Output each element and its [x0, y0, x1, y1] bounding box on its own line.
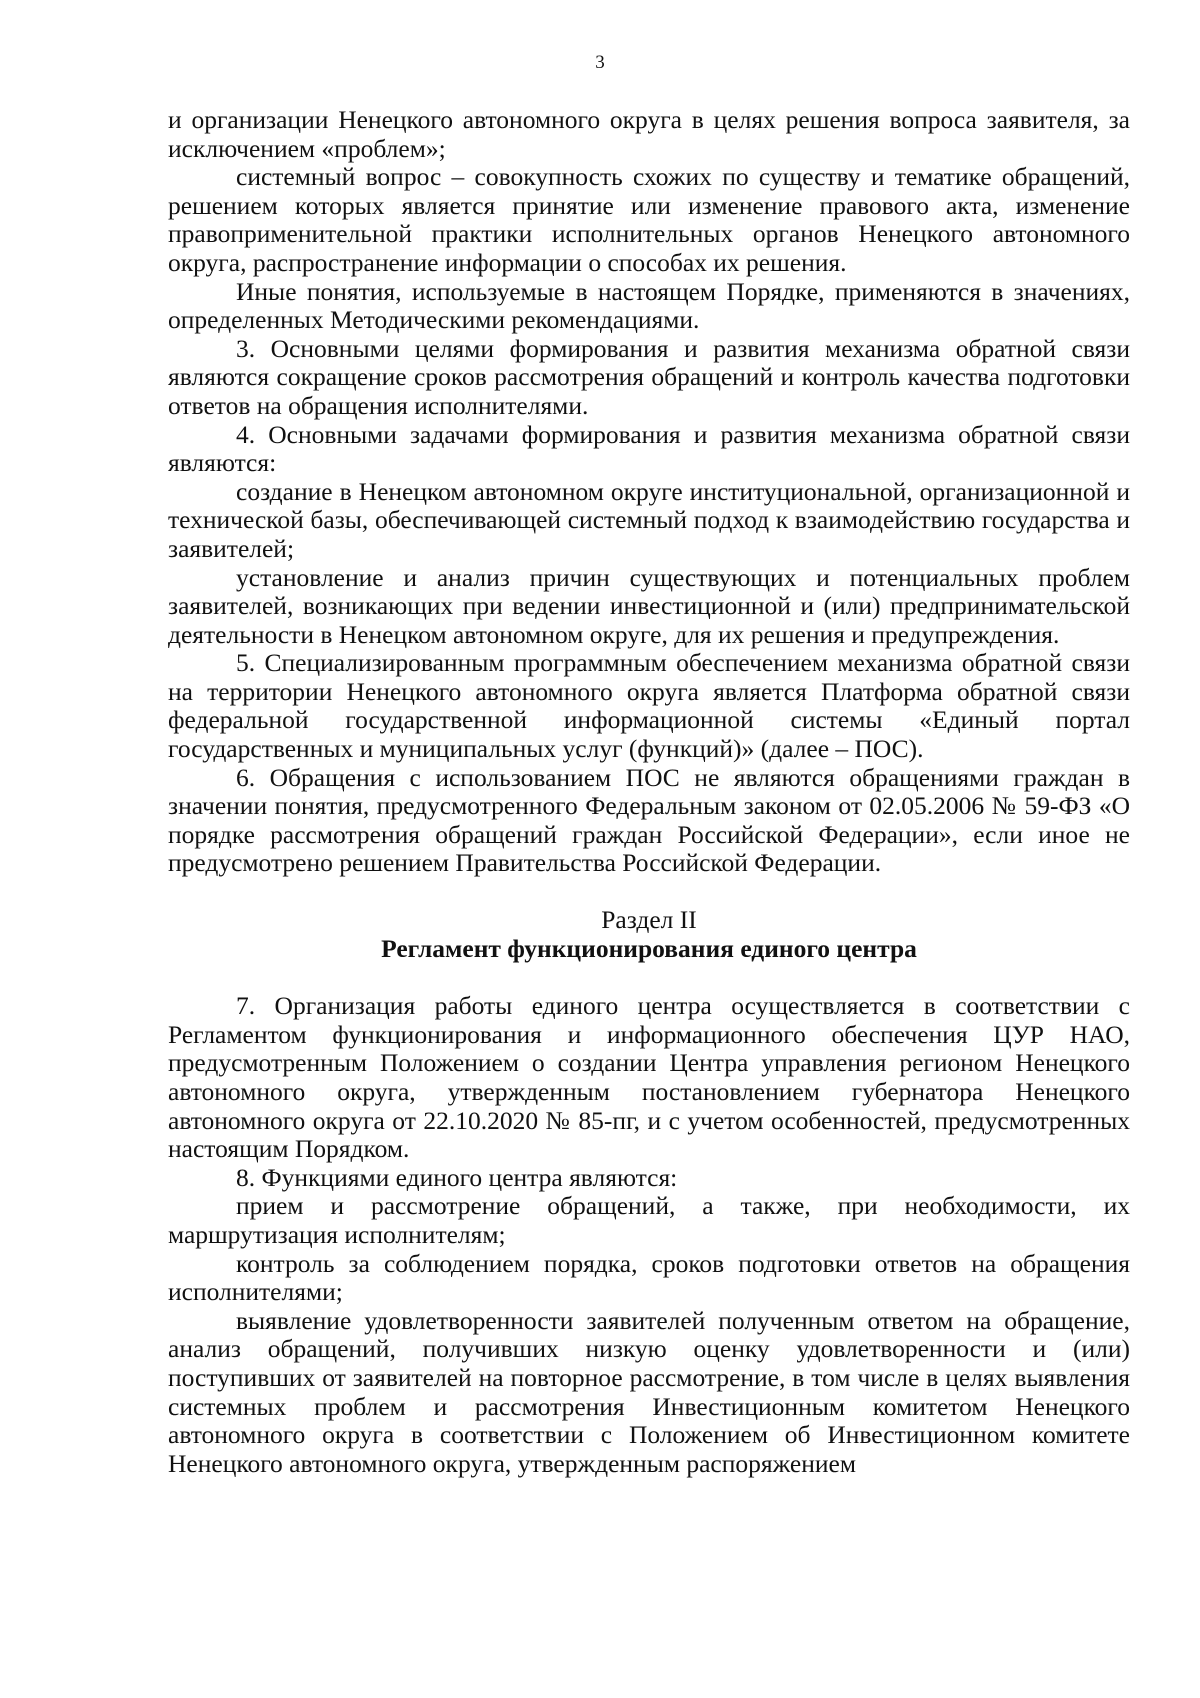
- section-title: Регламент функционирования единого центра: [381, 933, 917, 963]
- paragraph-item-3: 3. Основными целями формирования и развития механизма обратной связи являются сокращение сроков рассмотрения обращений и контроль качества подготовки ответов на обращения исполнителями.: [168, 333, 1130, 420]
- section-label: Раздел II: [601, 905, 697, 935]
- paragraph-task-2: установление и анализ причин существующих и потенциальных проблем заявителей, возникающих при ведении инвестиционной и (или) предпринимательской деятельности в Ненецком автономном округе, для их решения и предупреждения.: [168, 562, 1130, 649]
- page-number: 3: [595, 52, 605, 73]
- document-body: [168, 106, 1130, 1478]
- paragraph-item-4: 4. Основными задачами формирования и развития механизма обратной связи являются:: [168, 419, 1130, 478]
- paragraph-task-1: создание в Ненецком автономном округе институциональной, организационной и технической базы, обеспечивающей системный подход к взаимодействию государства и заявителей;: [168, 476, 1130, 563]
- paragraph-definition-systemic-issue: системный вопрос – совокупность схожих по существу и тематике обращений, решением которых является принятие или изменение правового акта, изменение правоприменительной практики исполнительных органов Ненецкого автономного округа, распространение информации о способах их решения.: [168, 162, 1130, 277]
- paragraph-other-terms: Иные понятия, используемые в настоящем Порядке, применяются в значениях, определенных Методическими рекомендациями.: [168, 276, 1130, 335]
- paragraph-function-3: выявление удовлетворенности заявителей полученным ответом на обращение, анализ обращений, получивших низкую оценку удовлетворенности и (или) поступивших от заявителей на повторное рассмотрение, в том числе в целях выявления системных проблем и рассмотрения Инвестиционным комитетом Ненецкого автономного округа в соответствии с Положением об Инвестиционном комитете Ненецкого автономного округа, утвержденным распоряжением: [168, 1305, 1130, 1478]
- paragraph-item-6: 6. Обращения с использованием ПОС не являются обращениями граждан в значении понятия, предусмотренного Федеральным законом от 02.05.2006 № 59-ФЗ «О порядке рассмотрения обращений граждан Российской Федерации», если иное не предусмотрено решением Правительства Российской Федерации.: [168, 762, 1130, 878]
- paragraph-continuation: и организации Ненецкого автономного округа в целях решения вопроса заявителя, за исключением «проблем»;: [168, 105, 1130, 163]
- section-heading: [168, 906, 1130, 963]
- paragraph-function-2: контроль за соблюдением порядка, сроков подготовки ответов на обращения исполнителями;: [168, 1248, 1130, 1307]
- paragraph-item-8: 8. Функциями единого центра являются:: [236, 1162, 678, 1192]
- paragraph-item-5: 5. Специализированным программным обеспечением механизма обратной связи на территории Ненецкого автономного округа является Платформа обратной связи федеральной государственной информационной системы «Единый портал государственных и муниципальных услуг (функций)» (далее – ПОС).: [168, 648, 1130, 764]
- paragraph-function-1: прием и рассмотрение обращений, а также, при необходимости, их маршрутизация исполнителям;: [168, 1191, 1130, 1249]
- paragraph-item-7: 7. Организация работы единого центра осуществляется в соответствии с Регламентом функционирования и информационного обеспечения ЦУР НАО, предусмотренным Положением о создании Центра управления регионом Ненецкого автономного округа, утвержденным постановлением губернатора Ненецкого автономного округа от 22.10.2020 № 85-пг, и с учетом особенностей, предусмотренных настоящим Порядком.: [168, 991, 1130, 1164]
